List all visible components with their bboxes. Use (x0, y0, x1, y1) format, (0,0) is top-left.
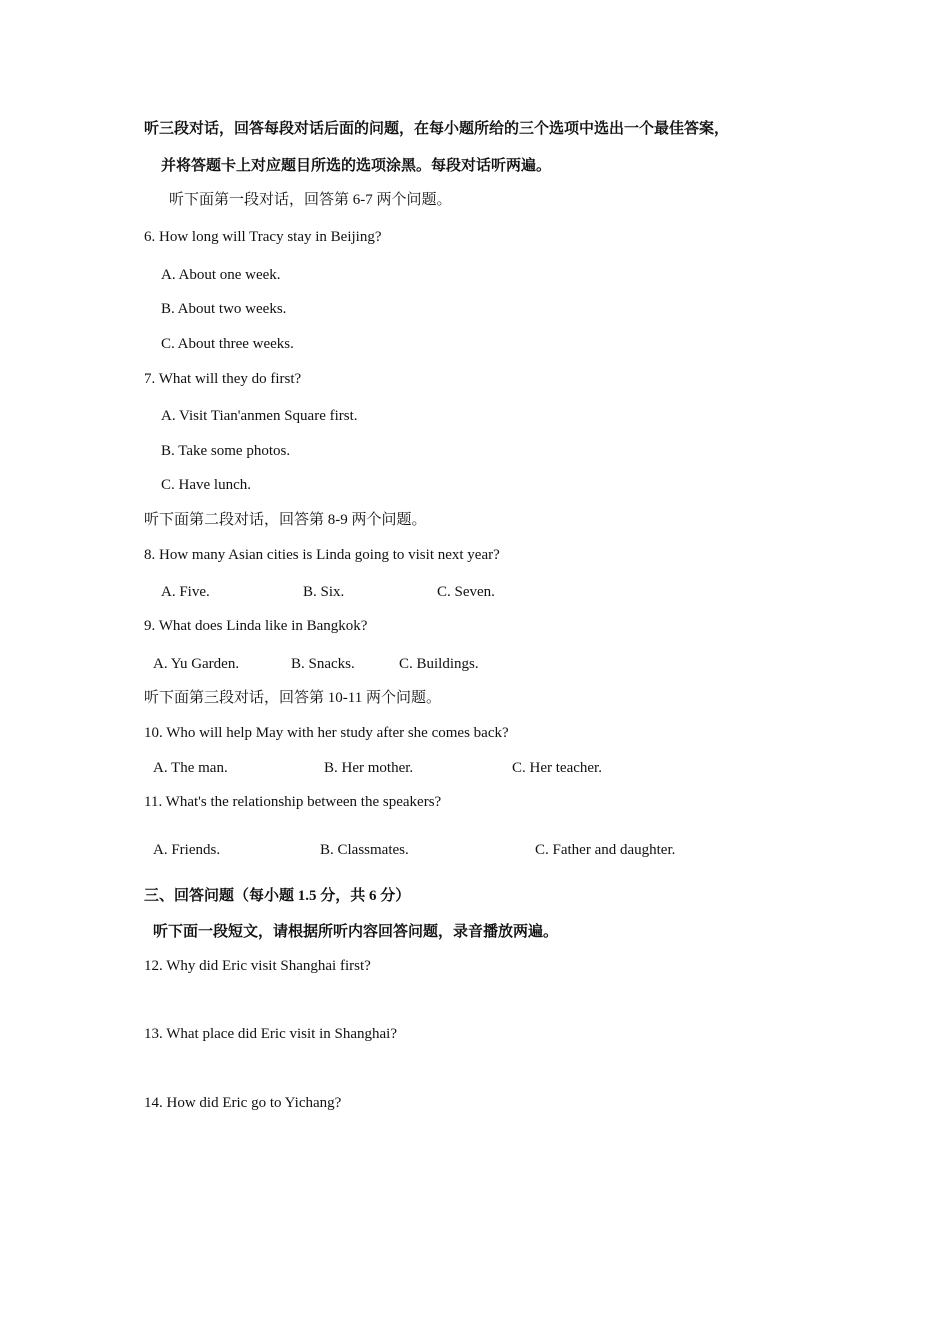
question-stem: 9. What does Linda like in Bangkok? (144, 618, 368, 634)
dialog-intro: 听下面第一段对话，回答第 6-7 两个问题。 (169, 192, 452, 208)
option-c: C. Have lunch. (161, 477, 251, 493)
option-b: B. Six. (303, 584, 345, 600)
option-a: A. About one week. (161, 267, 281, 283)
question-stem: 11. What's the relationship between the speakers? (144, 794, 442, 810)
option-b: B. About two weeks. (161, 301, 287, 317)
option-b: B. Classmates. (320, 842, 409, 858)
question-14: 14. How did Eric go to Yichang? (144, 1095, 342, 1111)
option-a: A. Five. (161, 584, 210, 600)
option-a: A. The man. (153, 760, 228, 776)
option-a: A. Visit Tian'anmen Square first. (161, 408, 358, 424)
question-13: 13. What place did Eric visit in Shanghai? (144, 1026, 397, 1042)
instruction-line-2: 并将答题卡上对应题目所选的选项涂黑。每段对话听两遍。 (161, 158, 552, 174)
dialog-intro: 听下面第三段对话，回答第 10-11 两个问题。 (144, 690, 441, 706)
option-b: B. Snacks. (291, 656, 355, 672)
option-c: C. Seven. (437, 584, 495, 600)
section-title: 三、回答问题（每小题 1.5 分，共 6 分） (144, 888, 411, 904)
instruction-line-1: 听三段对话，回答每段对话后面的问题，在每小题所给的三个选项中选出一个最佳答案， (144, 121, 730, 137)
question-stem: 7. What will they do first? (144, 371, 302, 387)
question-stem: 8. How many Asian cities is Linda going to visit next year? (144, 547, 500, 563)
option-c: C. About three weeks. (161, 336, 294, 352)
section-instruction: 听下面一段短文，请根据所听内容回答问题，录音播放两遍。 (153, 924, 559, 940)
option-a: A. Friends. (153, 842, 221, 858)
option-c: C. Her teacher. (512, 760, 602, 776)
question-stem: 10. Who will help May with her study after she comes back? (144, 725, 509, 741)
dialog-intro: 听下面第二段对话，回答第 8-9 两个问题。 (144, 512, 427, 528)
option-b: B. Take some photos. (161, 443, 291, 459)
question-12: 12. Why did Eric visit Shanghai first? (144, 958, 371, 974)
option-a: A. Yu Garden. (153, 656, 240, 672)
option-c: C. Father and daughter. (535, 842, 676, 858)
option-c: C. Buildings. (399, 656, 479, 672)
question-stem: 6. How long will Tracy stay in Beijing? (144, 229, 382, 245)
option-b: B. Her mother. (324, 760, 414, 776)
